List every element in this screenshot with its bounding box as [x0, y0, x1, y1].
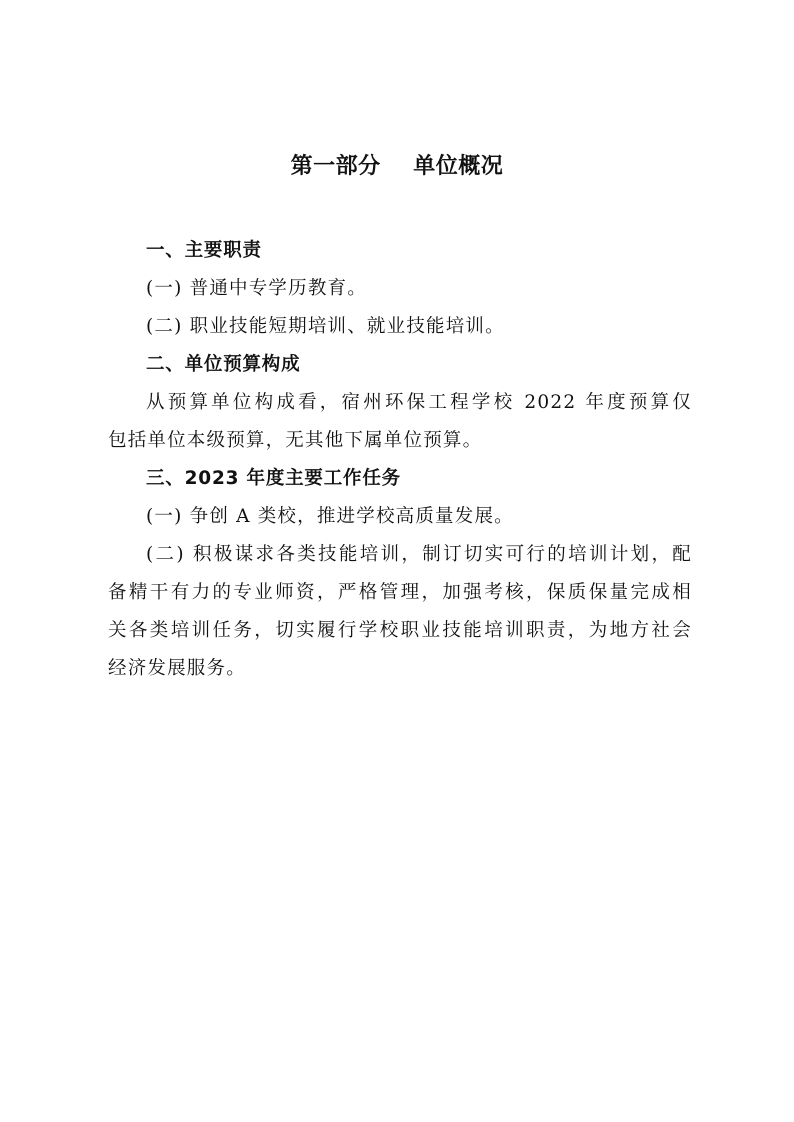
section-heading-main-duties: 一、主要职责 — [146, 240, 262, 261]
duty-item-2: (二) 职业技能短期培训、就业技能培训。 — [146, 316, 505, 337]
page-title: 第一部分 单位概况 — [290, 154, 504, 179]
task-item-2-line-3: 关各类培训任务，切实履行学校职业技能培训职责，为地方社会 — [108, 620, 692, 641]
task-item-2-line-4: 经济发展服务。 — [108, 658, 246, 679]
section-heading-main-tasks: 三、2023 年度主要工作任务 — [146, 468, 401, 489]
budget-paragraph-line-1: 从预算单位构成看，宿州环保工程学校 2022 年度预算仅 — [146, 392, 692, 413]
document-body — [108, 232, 692, 688]
duty-item-1: (一) 普通中专学历教育。 — [146, 278, 367, 299]
section-heading-budget-composition: 二、单位预算构成 — [146, 354, 301, 375]
task-item-2-line-1: (二) 积极谋求各类技能培训，制订切实可行的培训计划，配 — [146, 544, 692, 565]
task-item-1: (一) 争创 A 类校，推进学校高质量发展。 — [146, 506, 514, 527]
task-item-2-line-2: 备精干有力的专业师资，严格管理，加强考核，保质保量完成相 — [108, 582, 692, 603]
budget-paragraph-line-2: 包括单位本级预算，无其他下属单位预算。 — [108, 430, 483, 451]
